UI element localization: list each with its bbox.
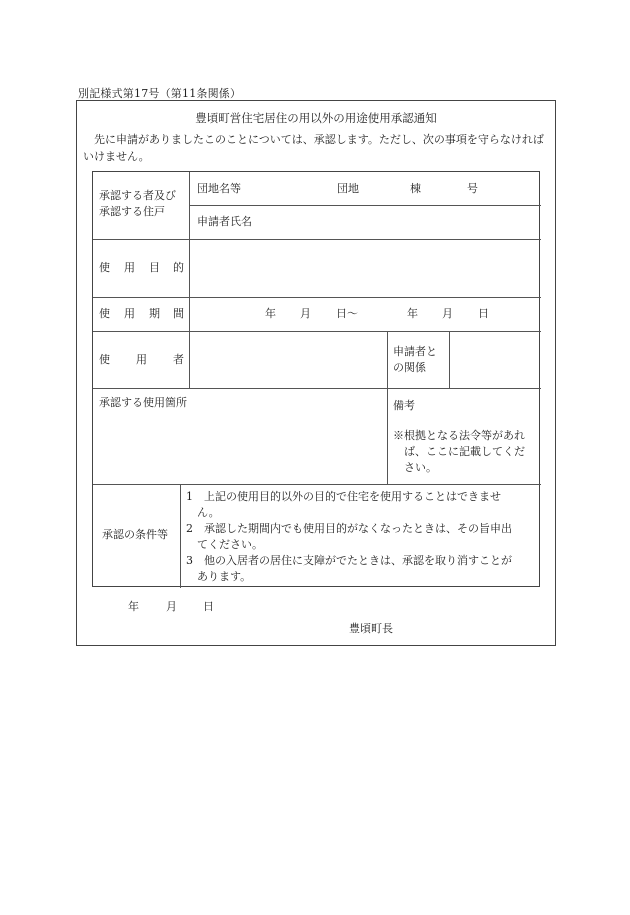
- condition-1-line-1: 1 上記の使用目的以外の目的で住宅を使用することはできませ: [186, 490, 501, 503]
- form-reference: 別記様式第17号（第11条関係）: [78, 87, 242, 100]
- applicant-name-label: 申請者氏名: [197, 215, 252, 228]
- row-divider: [93, 484, 541, 485]
- condition-3-line-1: 3 他の入居者の居住に支障がでたときは、承認を取り消すことが: [186, 554, 512, 567]
- col-divider: [449, 331, 450, 389]
- condition-2-line-2: てください。: [197, 538, 263, 551]
- document-title: 豊頃町営住宅居住の用以外の用途使用承認通知: [195, 111, 437, 125]
- approval-table: 承認する者及び 承認する住戸 団地名等 団地 棟 号 申請者氏名 使 用 目 的 使 用 期 間 年 月 日〜 年 月 日 使 用 者 申請者と の関係 承認する使用箇所 備考 ※根拠となる法令等があれ ば、ここに記載してくだ さい。 承認の条件等 1 上記の使用目的以外の目的で住宅を使用することはできませ ん。 2 承認した期間内でも使用目的がなくなったときは、その旨申出 てください。 3 他の入居者の居住に支障がでたときは、承認を取り消すことが あります。: [92, 171, 540, 587]
- remarks-note-line-2: ば、ここに記載してくだ: [404, 445, 525, 458]
- remarks-note-line-1: ※根拠となる法令等があれ: [393, 429, 525, 442]
- to-label: 棟: [410, 182, 421, 195]
- col-divider: [180, 484, 181, 588]
- conditions-label: 承認の条件等: [102, 528, 168, 541]
- issuer-name: 豊頃町長: [349, 622, 393, 635]
- row-divider: [189, 205, 541, 206]
- remarks-note-line-3: さい。: [404, 461, 437, 474]
- col-divider: [189, 172, 190, 389]
- condition-1-line-2: ん。: [197, 506, 220, 519]
- relation-label-1: 申請者と: [393, 345, 437, 358]
- remarks-label: 備考: [393, 399, 415, 412]
- row-divider: [93, 331, 541, 332]
- danchi-name-label: 団地名等: [197, 182, 241, 195]
- go-label: 号: [467, 182, 478, 195]
- col-divider: [387, 331, 388, 485]
- relation-label-2: の関係: [393, 361, 426, 374]
- condition-3-line-2: あります。: [197, 570, 252, 583]
- row-divider: [93, 239, 541, 240]
- row-divider: [93, 297, 541, 298]
- condition-2-line-1: 2 承認した期間内でも使用目的がなくなったときは、その旨申出: [186, 522, 512, 535]
- intro-text: 先に申請がありましたこのことについては、承認します。ただし、次の事項を守らなければいけません。: [83, 133, 544, 163]
- row-divider: [93, 388, 541, 389]
- date-line: 年 月 日: [128, 600, 214, 613]
- danchi-label: 団地: [337, 182, 359, 195]
- approved-person-label-2: 承認する住戸: [99, 205, 165, 218]
- location-label: 承認する使用箇所: [99, 396, 187, 409]
- approved-person-label-1: 承認する者及び: [99, 189, 176, 202]
